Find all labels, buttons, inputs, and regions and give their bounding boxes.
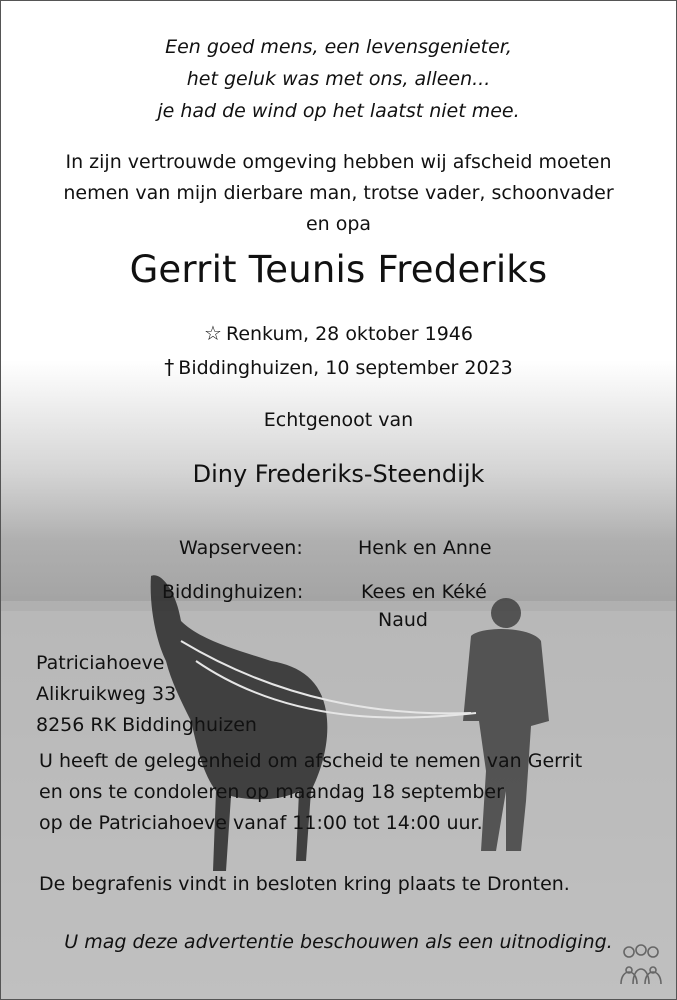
intro-text <box>1 147 676 240</box>
funeral-text: De begrafenis vindt in besloten kring plaats te Dronten. <box>39 873 570 895</box>
intro-line: In zijn vertrouwde omgeving hebben wij afscheid moeten <box>65 151 612 173</box>
closing-text: U mag deze advertentie beschouwen als een uitnodiging. <box>64 931 613 953</box>
birth-line <box>1 317 676 351</box>
family-place: Biddinghuizen: <box>162 581 304 603</box>
address-block <box>36 648 257 741</box>
condolence-line: en ons te condoleren op maandag 18 september <box>39 781 504 803</box>
spouse-label: Echtgenoot van <box>263 409 414 431</box>
birth-text: Renkum, 28 oktober 1946 <box>225 323 473 345</box>
cross-icon: † <box>164 355 175 379</box>
condolence-line: op de Patriciahoeve vanaf 11:00 tot 14:00 uur. <box>39 812 483 834</box>
death-text: Biddinghuizen, 10 september 2023 <box>178 357 513 379</box>
intro-line: en opa <box>305 213 372 235</box>
intro-line: nemen van mijn dierbare man, trotse vader, schoonvader <box>63 182 614 204</box>
spouse-name: Diny Frederiks-Steendijk <box>192 460 485 488</box>
poem-line: Een goed mens, een levensgenieter, <box>165 36 512 58</box>
poem-line: je had de wind op het laatst niet mee. <box>157 100 520 122</box>
death-line <box>1 351 676 385</box>
family-names: Kees en Kéké <box>361 581 487 603</box>
family-place: Wapserveen: <box>179 537 303 559</box>
family-names: Henk en Anne <box>358 537 492 559</box>
condolence-line: U heeft de gelegenheid om afscheid te nemen van Gerrit <box>39 750 583 772</box>
address-line: Patriciahoeve <box>36 652 165 674</box>
star-icon: ☆ <box>204 321 222 345</box>
address-line: 8256 RK Biddinghuizen <box>36 714 257 736</box>
family-names: Naud <box>378 609 428 631</box>
people-logo-icon <box>617 944 665 990</box>
life-dates <box>1 317 676 385</box>
opening-poem <box>1 31 676 127</box>
condolence-text <box>39 746 582 839</box>
address-line: Alikruikweg 33 <box>36 683 177 705</box>
poem-line: het geluk was met ons, alleen... <box>186 68 491 90</box>
deceased-name: Gerrit Teunis Frederiks <box>129 248 548 291</box>
